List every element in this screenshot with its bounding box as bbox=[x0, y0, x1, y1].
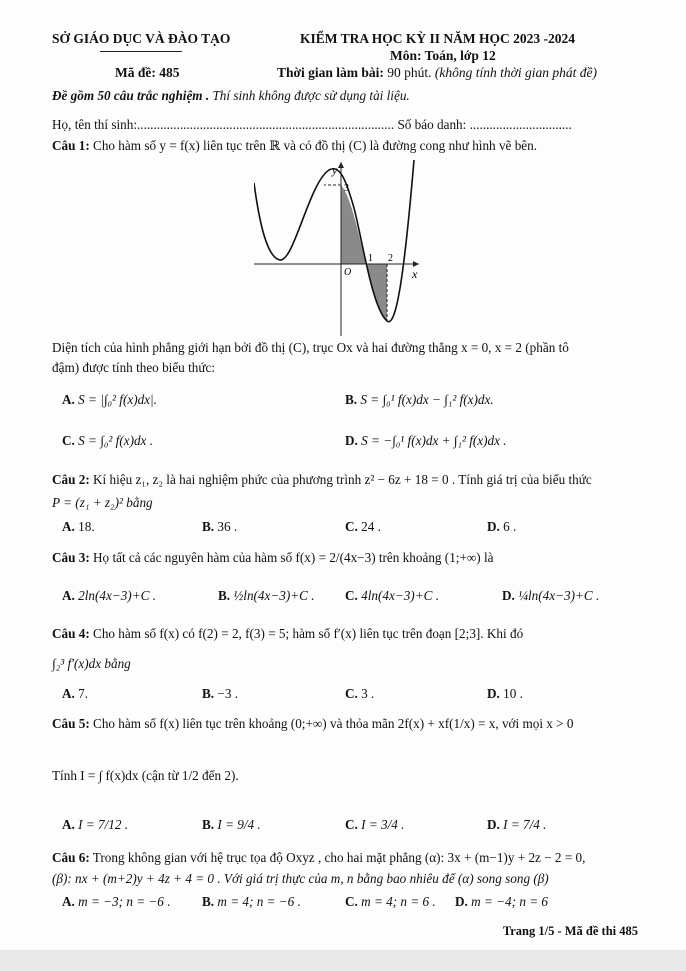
q5-option-d-label: D. bbox=[487, 817, 500, 832]
question-1 bbox=[52, 138, 537, 154]
q1-option-a-text: S = |∫₀² f(x)dx|. bbox=[78, 392, 157, 407]
q5-option-b-label: B. bbox=[202, 817, 215, 832]
q3-label: Câu 3: bbox=[52, 550, 90, 565]
header-underline bbox=[100, 51, 182, 52]
q2-option-a-label: A. bbox=[62, 519, 75, 534]
q3-option-a[interactable] bbox=[62, 588, 156, 604]
time-value: 90 phút. bbox=[383, 65, 432, 80]
q3-option-d-text: ¼ln(4x−3)+C . bbox=[514, 588, 600, 603]
q4-text-2: ∫₂³ f′(x)dx bằng bbox=[52, 656, 131, 671]
q4-option-d-text: 10 . bbox=[499, 686, 523, 701]
q5-option-c-label: C. bbox=[345, 817, 358, 832]
shaded-region-negative bbox=[366, 264, 387, 321]
q2-option-b[interactable] bbox=[202, 519, 237, 535]
q3-option-b-text: ½ln(4x−3)+C . bbox=[230, 588, 315, 603]
q1-label: Câu 1: bbox=[52, 138, 90, 153]
q2-option-b-text: 36 . bbox=[214, 519, 238, 534]
curve-c bbox=[254, 160, 414, 322]
q4-option-c[interactable] bbox=[345, 686, 374, 702]
page-footer: Trang 1/5 - Mã đề thi 485 bbox=[502, 924, 638, 938]
q1-option-b-text: S = ∫₀¹ f(x)dx − ∫₁² f(x)dx. bbox=[360, 392, 494, 407]
q1-option-c-text: S = ∫₀² f(x)dx . bbox=[78, 433, 154, 448]
q4-option-a-label: A. bbox=[62, 686, 75, 701]
q1-option-c-label: C. bbox=[62, 433, 75, 448]
q3-option-b-label: B. bbox=[218, 588, 231, 603]
q6-option-d[interactable] bbox=[455, 894, 548, 910]
q6-option-c-text: m = 4; n = 6 . bbox=[357, 894, 436, 909]
intro-bold: Đề gồm 50 câu trắc nghiệm . bbox=[52, 88, 210, 103]
q2-option-b-label: B. bbox=[202, 519, 215, 534]
q5-option-d[interactable] bbox=[487, 817, 546, 833]
q6-option-b-text: m = 4; n = −6 . bbox=[214, 894, 301, 909]
q3-text: Họ tất cả các nguyên hàm của hàm số f(x) = 2/(4x−3) trên khoảng (1;+∞) là bbox=[89, 550, 494, 565]
time-label: Thời gian làm bài: bbox=[277, 65, 384, 80]
question-2 bbox=[52, 472, 592, 488]
q5-option-b[interactable] bbox=[202, 817, 261, 833]
q3-option-b[interactable] bbox=[218, 588, 315, 604]
q3-option-a-label: A. bbox=[62, 588, 75, 603]
shaded-region-positive bbox=[341, 185, 366, 264]
q6-option-b-label: B. bbox=[202, 894, 215, 909]
q5-option-b-text: I = 9/4 . bbox=[214, 817, 261, 832]
time-note: (không tính thời gian phát đề) bbox=[431, 65, 597, 80]
q2-option-a[interactable] bbox=[62, 519, 95, 535]
q6-text-2: (β): nx + (m+2)y + 4z + 4 = 0 . Với giá trị thực của m, n bằng bao nhiêu để (α) song song (β) bbox=[52, 871, 549, 886]
x-axis-label: x bbox=[412, 267, 418, 281]
q5-option-d-text: I = 7/4 . bbox=[499, 817, 547, 832]
q6-option-a-label: A. bbox=[62, 894, 75, 909]
tick-label-1: 1 bbox=[368, 253, 373, 264]
q5-option-c-text: I = 3/4 . bbox=[357, 817, 405, 832]
q6-option-a-text: m = −3; n = −6 . bbox=[74, 894, 171, 909]
q1-text: Cho hàm số y = f(x) liên tục trên ℝ và có đồ thị (C) là đường cong như hình vẽ bên. bbox=[89, 138, 538, 153]
y-axis-arrow-icon bbox=[338, 162, 344, 168]
q2-option-c[interactable] bbox=[345, 519, 381, 535]
q2-option-d-label: D. bbox=[487, 519, 500, 534]
exam-code: Mã đề: 485 bbox=[115, 65, 180, 80]
q2-option-d-text: 6 . bbox=[499, 519, 517, 534]
q6-option-c[interactable] bbox=[345, 894, 436, 910]
q6-option-b[interactable] bbox=[202, 894, 301, 910]
tick-label-3: 3 bbox=[344, 183, 349, 194]
q4-option-d[interactable] bbox=[487, 686, 523, 702]
q4-label: Câu 4: bbox=[52, 626, 90, 641]
school-department: SỞ GIÁO DỤC VÀ ĐÀO TẠO bbox=[52, 31, 231, 46]
q5-option-c[interactable] bbox=[345, 817, 404, 833]
q3-option-c-text: 4ln(4x−3)+C . bbox=[357, 588, 439, 603]
scan-bottom-edge bbox=[0, 950, 686, 971]
q5-text: Cho hàm số f(x) liên tục trên khoảng (0;+∞) và thỏa mãn 2f(x) + xf(1/x) = x, với mọi x > 0 bbox=[89, 716, 574, 731]
q3-option-d-label: D. bbox=[502, 588, 515, 603]
question-3 bbox=[52, 550, 494, 566]
q1-option-b-label: B. bbox=[345, 392, 358, 407]
q6-option-d-label: D. bbox=[455, 894, 468, 909]
q2-option-d[interactable] bbox=[487, 519, 516, 535]
q4-option-c-text: 3 . bbox=[357, 686, 375, 701]
q6-text: Trong không gian với hệ trục tọa độ Oxyz , cho hai mặt phẳng (α): 3x + (m−1)y + 2z − 2 = 0, bbox=[89, 850, 586, 865]
question-4 bbox=[52, 626, 523, 642]
q2-text-2: P = (z₁ + z₂)² bằng bbox=[52, 495, 153, 510]
q4-option-b-label: B. bbox=[202, 686, 215, 701]
q5-option-a[interactable] bbox=[62, 817, 128, 833]
q4-option-a-text: 7. bbox=[74, 686, 89, 701]
q3-option-c-label: C. bbox=[345, 588, 358, 603]
q3-option-a-text: 2ln(4x−3)+C . bbox=[74, 588, 156, 603]
q1-option-d-text: S = −∫₀¹ f(x)dx + ∫₁² f(x)dx . bbox=[361, 433, 507, 448]
q4-option-d-label: D. bbox=[487, 686, 500, 701]
q5-label: Câu 5: bbox=[52, 716, 90, 731]
y-axis-label: y bbox=[332, 163, 338, 177]
q1-option-a-label: A. bbox=[62, 392, 75, 407]
q2-option-a-text: 18. bbox=[74, 519, 95, 534]
student-info-line: Họ, tên thí sinh:.............................................................................. Số báo danh: ............................... bbox=[52, 117, 572, 132]
q1-option-c[interactable] bbox=[62, 433, 153, 449]
q6-option-d-text: m = −4; n = 6 bbox=[467, 894, 549, 909]
q5-option-a-text: I = 7/12 . bbox=[74, 817, 129, 832]
q2-option-c-label: C. bbox=[345, 519, 358, 534]
q6-label: Câu 6: bbox=[52, 850, 90, 865]
q2-text: Kí hiệu z₁, z₂ là hai nghiệm phức của phương trình z² − 6z + 18 = 0 . Tính giá trị của biểu thức bbox=[89, 472, 592, 487]
q2-label: Câu 2: bbox=[52, 472, 90, 487]
q4-option-a[interactable] bbox=[62, 686, 88, 702]
q4-option-b[interactable] bbox=[202, 686, 238, 702]
q5-text-2: Tính I = ∫ f(x)dx (cận từ 1/2 đến 2). bbox=[52, 768, 239, 783]
q1-option-d[interactable] bbox=[345, 433, 507, 449]
tick-label-2: 2 bbox=[388, 253, 393, 264]
exam-title: KIỂM TRA HỌC KỲ II NĂM HỌC 2023 -2024 bbox=[300, 31, 576, 46]
q4-text: Cho hàm số f(x) có f(2) = 2, f(3) = 5; hàm số f′(x) liên tục trên đoạn [2;3]. Khi đó bbox=[89, 626, 524, 641]
question-5 bbox=[52, 716, 574, 732]
question-6 bbox=[52, 850, 585, 866]
time-line bbox=[277, 65, 597, 81]
q4-option-b-text: −3 . bbox=[214, 686, 239, 701]
q3-option-c[interactable] bbox=[345, 588, 439, 604]
q6-option-c-label: C. bbox=[345, 894, 358, 909]
origin-label: O bbox=[344, 267, 352, 278]
q6-option-a[interactable] bbox=[62, 894, 171, 910]
exam-intro bbox=[52, 88, 410, 104]
intro-rest: Thí sinh không được sử dụng tài liệu. bbox=[209, 88, 410, 103]
subject-line: Môn: Toán, lớp 12 bbox=[390, 48, 496, 63]
q4-option-c-label: C. bbox=[345, 686, 358, 701]
q1-text-2: Diện tích của hình phẳng giới hạn bởi đồ thị (C), trục Ox và hai đường thẳng x = 0, x = 2 (phần tô bbox=[52, 340, 569, 355]
q2-option-c-text: 24 . bbox=[357, 519, 381, 534]
q1-option-d-label: D. bbox=[345, 433, 358, 448]
q5-option-a-label: A. bbox=[62, 817, 75, 832]
q1-option-b[interactable] bbox=[345, 392, 494, 408]
q1-text-3: đậm) được tính theo biểu thức: bbox=[52, 360, 215, 375]
function-graph bbox=[254, 158, 422, 336]
q3-option-d[interactable] bbox=[502, 588, 599, 604]
q1-option-a[interactable] bbox=[62, 392, 157, 408]
